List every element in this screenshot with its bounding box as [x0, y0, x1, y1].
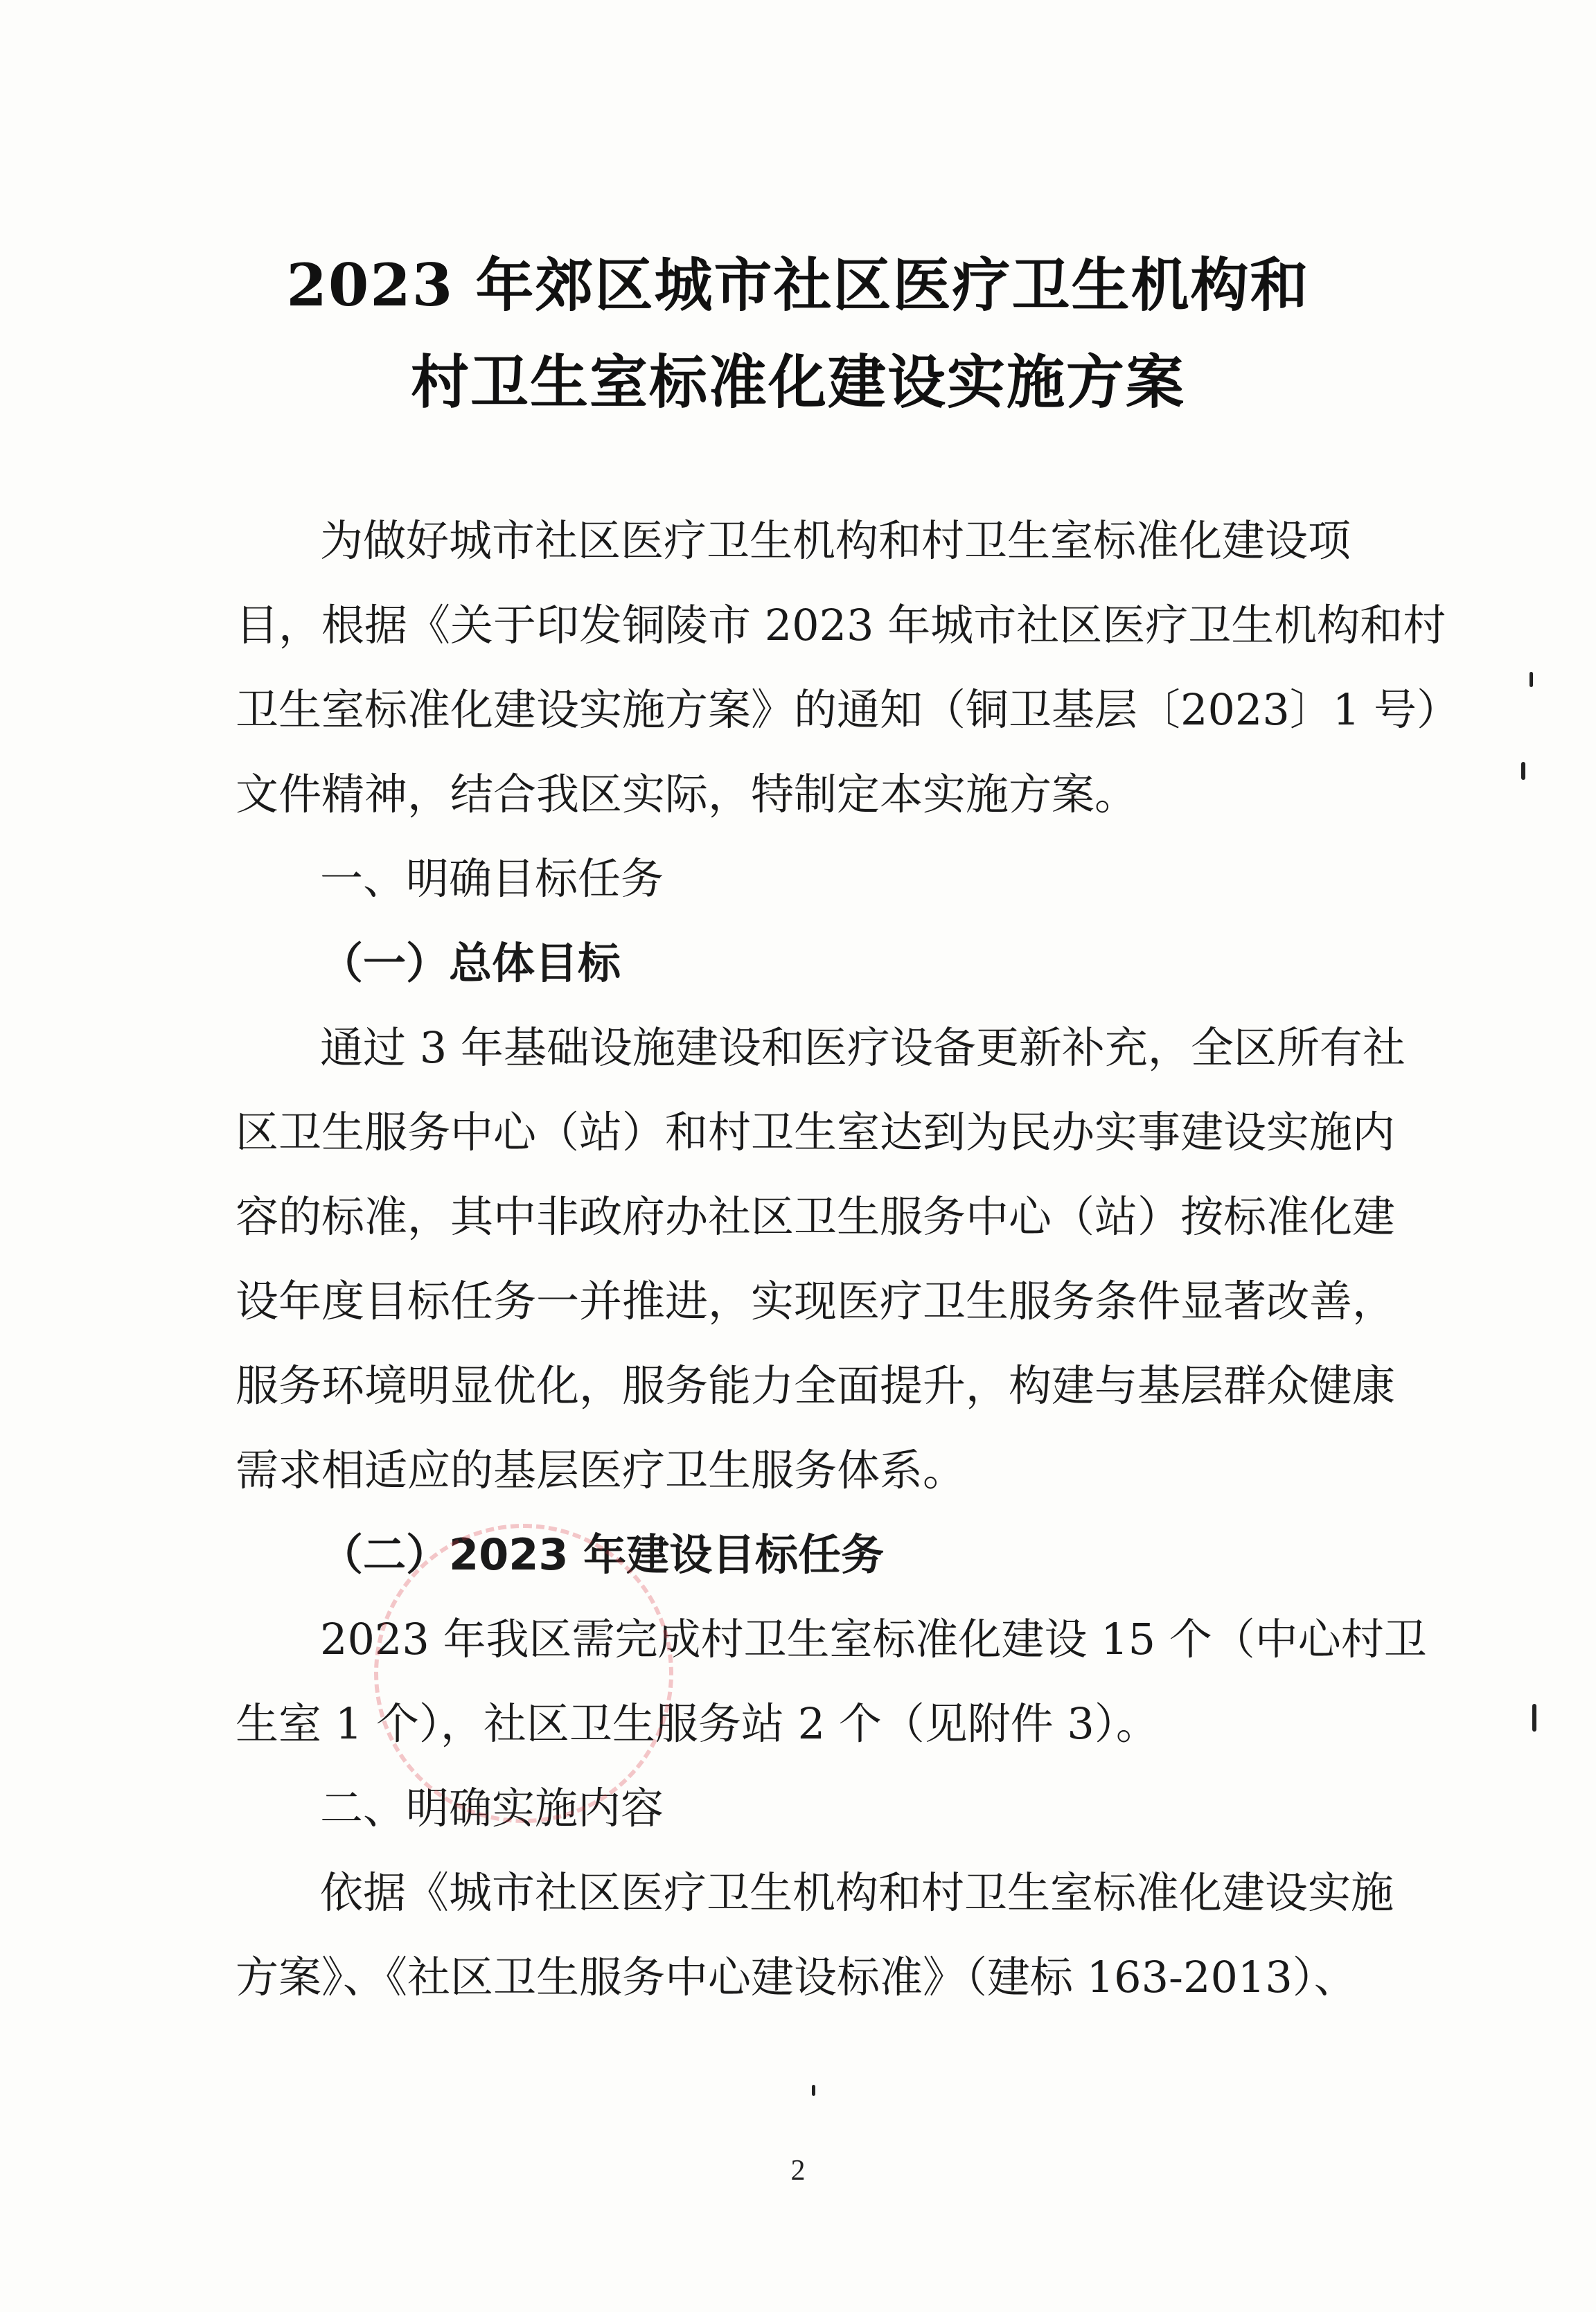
- section-2-line: 依据《城市社区医疗卫生机构和村卫生室标准化建设实施: [320, 1867, 1394, 1918]
- page-number: 2: [790, 2155, 806, 2187]
- scan-speck: [1532, 1704, 1536, 1732]
- document-title-line-1: 2023 年郊区城市社区医疗卫生机构和: [286, 251, 1310, 319]
- intro-line: 目，根据《关于印发铜陵市 2023 年城市社区医疗卫生机构和村: [236, 600, 1446, 650]
- document-title-line-2: 村卫生室标准化建设实施方案: [410, 348, 1185, 416]
- subsection-1-line: 服务环境明显优化，服务能力全面提升，构建与基层群众健康: [236, 1360, 1396, 1411]
- section-2-line: 方案》、《社区卫生服务中心建设标准》（建标 163-2013）、: [236, 1952, 1357, 2002]
- faded-seal-stamp: [374, 1524, 673, 1823]
- subsection-1-line: 需求相适应的基层医疗卫生服务体系。: [236, 1445, 966, 1495]
- subsection-1-line: 设年度目标任务一并推进，实现医疗卫生服务条件显著改善，: [236, 1276, 1396, 1326]
- scan-speck: [1530, 672, 1533, 687]
- subsection-2-line: 2023 年我区需完成村卫生室标准化建设 15 个（中心村卫: [320, 1614, 1427, 1664]
- section-2-heading: 二、明确实施内容: [320, 1783, 664, 1833]
- intro-line: 文件精神，结合我区实际，特制定本实施方案。: [236, 769, 1138, 819]
- intro-line: 卫生室标准化建设实施方案》的通知（铜卫基层〔2023〕1 号）: [236, 684, 1460, 735]
- subsection-2-heading: （二）2023 年建设目标任务: [320, 1529, 885, 1580]
- section-1-heading: 一、明确目标任务: [320, 853, 664, 904]
- subsection-1-line: 通过 3 年基础设施建设和医疗设备更新补充，全区所有社: [320, 1022, 1406, 1073]
- subsection-1-heading: （一）总体目标: [320, 938, 621, 988]
- subsection-1-line: 区卫生服务中心（站）和村卫生室达到为民办实事建设实施内: [236, 1107, 1396, 1157]
- scan-speck: [1521, 762, 1525, 780]
- subsection-1-line: 容的标准，其中非政府办社区卫生服务中心（站）按标准化建: [236, 1191, 1396, 1242]
- intro-line: 为做好城市社区医疗卫生机构和村卫生室标准化建设项: [320, 515, 1351, 566]
- scan-speck: [812, 2085, 815, 2096]
- subsection-2-line: 生室 1 个），社区卫生服务站 2 个（见附件 3）。: [236, 1698, 1159, 1749]
